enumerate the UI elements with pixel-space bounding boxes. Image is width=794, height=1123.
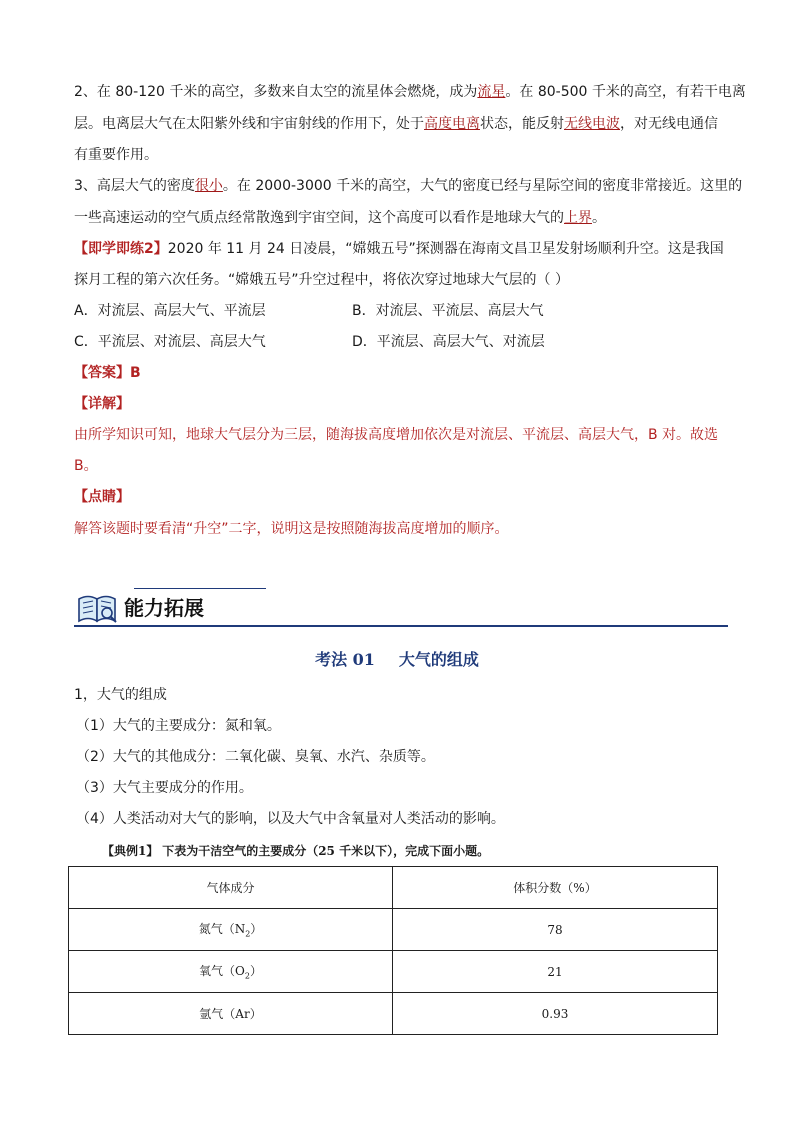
option-c: C．平流层、对流层、高层大气 [74,334,266,350]
detail-tag: 【详解】 [74,396,130,412]
option-d: D．平流层、高层大气、对流层 [352,334,545,350]
term-high-ionization: 高度电离 [424,116,480,132]
para2-line2 [74,114,718,134]
gas-subscript: 2 [245,929,251,939]
gas-name: 氮气（N [198,922,246,937]
para2-line3: 有重要作用。 [74,147,158,163]
table-row [69,909,718,951]
composition-item: （1）大气的主要成分：氮和氧。 [76,718,281,734]
table-row [69,993,718,1035]
section-title: 能力拓展 [124,596,204,620]
kaofa-name: 大气的组成 [398,650,479,669]
example-tag: 【典例1】 [102,844,159,858]
option-a: A．对流层、高层大气、平流层 [74,303,266,319]
term-radio-waves: 无线电波 [564,116,620,132]
practice-question: 2020 年 11 月 24 日凌晨，“嫦娥五号”探测器在海南文昌卫星发射场顺利升空。这是我国 [167,241,724,257]
table-header-row [69,867,718,909]
practice-line2: 探月工程的第六次任务。“嫦娥五号”升空过程中，将依次穿过地球大气层的（ ） [74,272,569,288]
composition-heading: 1，大气的组成 [74,687,167,703]
gas-composition-table [68,866,718,1035]
section-header [74,588,728,628]
table-cell-value: 21 [393,951,718,993]
para2-text: 。在 80-500 千米的高空，有若干电离 [505,84,746,100]
table-header: 体积分数（%） [393,867,718,909]
table-cell-value: 78 [393,909,718,951]
practice-line1 [74,239,724,259]
header-bottom-rule [74,625,728,627]
table-cell-value: 0.93 [393,993,718,1035]
para2-text: 状态，能反射 [480,116,564,132]
para2-text: 层。电离层大气在太阳紫外线和宇宙射线的作用下，处于 [74,116,424,132]
composition-item: （3）大气主要成分的作用。 [76,780,253,796]
para3-line1 [74,176,742,196]
answer-tag: 【答案】 [74,365,130,381]
tip-tag: 【点睛】 [74,489,130,505]
table-cell-gas [69,951,393,993]
practice-tag: 【即学即练2】 [74,241,168,257]
para3-text: 。在 2000-3000 千米的高空，大气的密度已经与星际空间的密度非常接近。这里的 [222,178,743,194]
table-row [69,951,718,993]
term-meteor: 流星 [477,84,506,100]
table-cell-gas [69,909,393,951]
open-book-icon [76,591,118,625]
answer-value: B [130,365,141,381]
example-text: 下表为干洁空气的主要成分（25 千米以下），完成下面小题。 [162,844,490,858]
tip-text: 解答该题时要看清“升空”二字，说明这是按照随海拔高度增加的顺序。 [74,521,509,537]
detail-line2: B。 [74,458,98,474]
table-header: 气体成分 [69,867,393,909]
kaofa-heading [0,649,794,671]
gas-subscript: 2 [244,971,250,981]
para3-text: 。 [592,210,606,226]
gas-name: 氧气（O [199,964,245,979]
para3-line2 [74,208,606,228]
para2-text: ，对无线电通信 [620,116,718,132]
option-b: B．对流层、平流层、高层大气 [352,303,544,319]
para2-text: 2、在 80-120 千米的高空，多数来自太空的流星体会燃烧，成为 [74,84,478,100]
header-top-rule [134,588,266,589]
answer-line [74,363,141,383]
para3-text: 3、高层大气的密度 [74,178,195,194]
term-very-small: 很小 [194,178,223,194]
kaofa-label: 考法 01 [315,650,375,669]
para3-text: 一些高速运动的空气质点经常散逸到宇宙空间，这个高度可以看作是地球大气的 [74,210,564,226]
term-upper-boundary: 上界 [564,210,592,226]
composition-item: （2）大气的其他成分：二氧化碳、臭氧、水汽、杂质等。 [76,749,435,765]
gas-close: ） [249,964,262,979]
para2-line1 [74,82,746,102]
table-cell-gas [69,993,393,1035]
gas-name: 氩气（Ar） [199,1007,262,1021]
example-line [102,841,489,861]
gas-close: ） [250,922,263,937]
composition-item: （4）人类活动对大气的影响，以及大气中含氧量对人类活动的影响。 [76,811,505,827]
detail-line1: 由所学知识可知，地球大气层分为三层，随海拔高度增加依次是对流层、平流层、高层大气，B 对。故选 [74,427,719,443]
